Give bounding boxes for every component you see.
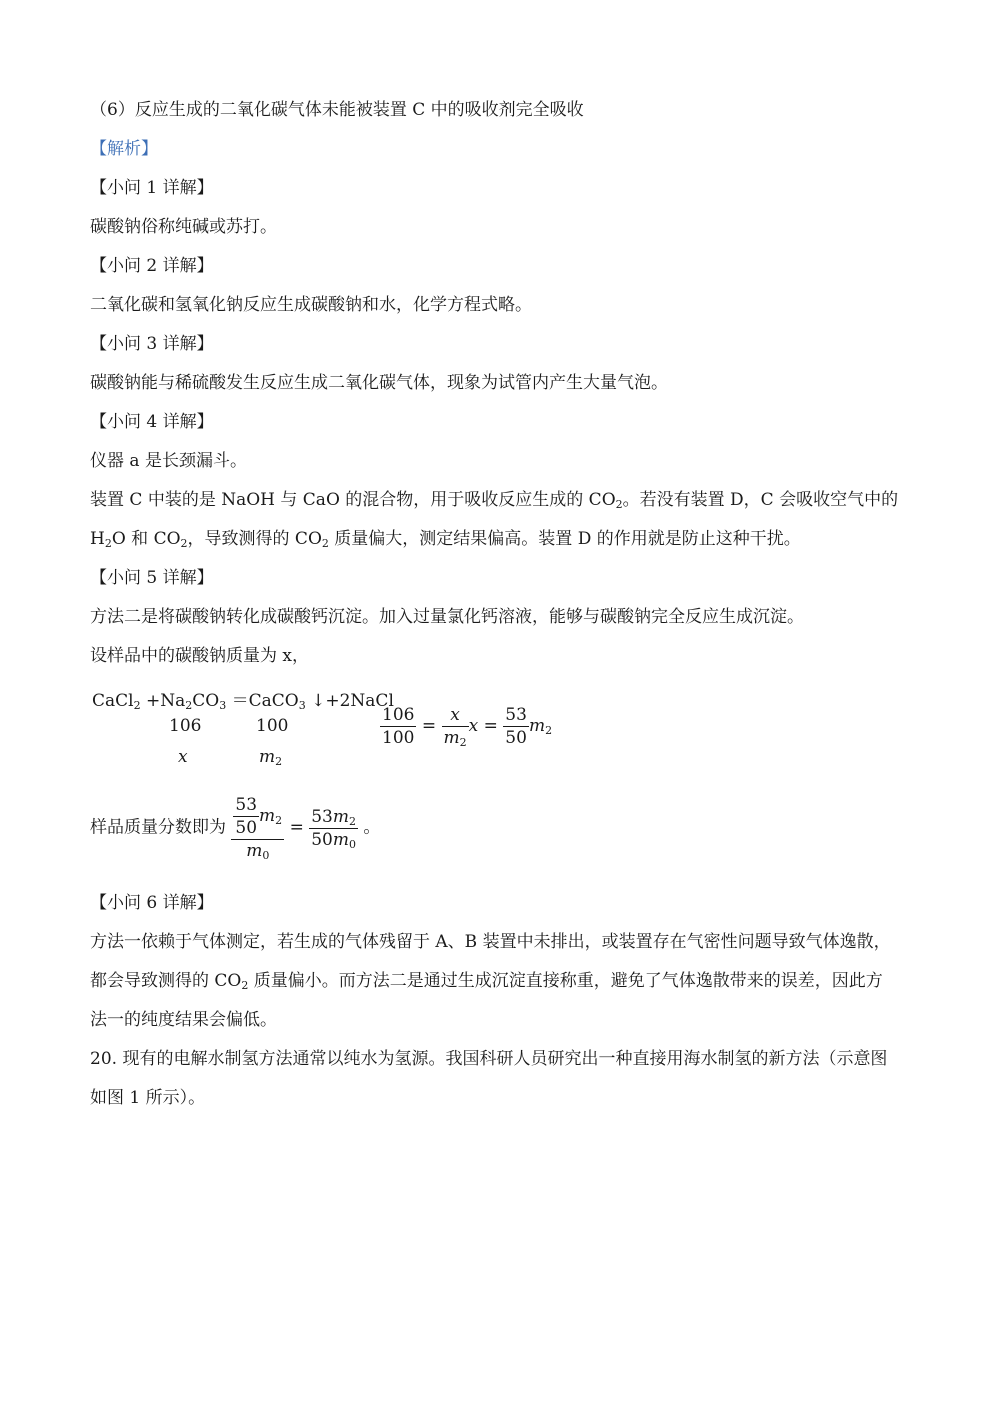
q20-text2: 如图 1 所示）。 — [90, 1088, 206, 1108]
answer-6: （6）反应生成的二氧化碳气体未能被装置 C 中的吸收剂完全吸收 — [90, 100, 584, 120]
sub4-text1: 仪器 a 是长颈漏斗。 — [90, 451, 247, 471]
sub6-text1: 方法一依赖于气体测定，若生成的气体残留于 A、B 装置中未排出，或装置存在气密性问题导致气体逸散， — [90, 932, 891, 952]
mass-m2: $m_2$ — [259, 747, 283, 768]
proportion-equation: $\frac{106}{100}$ = $\frac{x}{m_2}$ x = $\frac{53}{50}$ $m_2$ — [382, 705, 553, 749]
sub6-text2: 都会导致测得的 $CO_2$ 质量偏小。而方法二是通过生成沉淀直接称重，避免了气体逸散带来的误差，因此方 — [90, 971, 883, 992]
sub6-text3: 法一的纯度结果会偏低。 — [90, 1010, 277, 1030]
analysis-tag: 【解析】 — [90, 139, 158, 159]
sub5-text2: 设样品中的碳酸钠质量为 x， — [90, 646, 309, 666]
sub5-text1: 方法二是将碳酸钠转化成碳酸钙沉淀。加入过量氯化钙溶液，能够与碳酸钠完全反应生成沉淀。 — [90, 607, 804, 627]
sub2-heading: 【小问 2 详解】 — [90, 256, 214, 276]
fraction-result: $\frac{53m_2}{50m_0}$ — [311, 806, 356, 851]
fraction-53-50: $\frac{53}{50}$ — [505, 705, 527, 748]
sub4-text2: 装置 C 中装的是 NaOH 与 CaO 的混合物，用于吸收反应生成的 $CO_2$。若没有装置 D，C 会吸收空气中的 — [90, 490, 899, 511]
sub3-text: 碳酸钠能与稀硫酸发生反应生成二氧化碳气体，现象为试管内产生大量气泡。 — [90, 373, 668, 393]
mass-fraction: 样品质量分数即为 $\frac{53}{50}$ $m_2$ $m_0$ = $\frac{53m_2}{50m_0}$ 。 — [90, 795, 381, 862]
chemical-equation: CaCl$_2$ $+Na_2CO_3$ ＝CaCO$_3$ ↓+2NaCl — [92, 691, 394, 712]
sub2-text: 二氧化碳和氢氧化钠反应生成碳酸钠和水，化学方程式略。 — [90, 295, 532, 315]
fraction-106-100: $\frac{106}{100}$ — [382, 705, 415, 748]
fraction-compound: $\frac{53}{50}$ $m_2$ $m_0$ — [231, 794, 284, 862]
sub3-heading: 【小问 3 详解】 — [90, 334, 214, 354]
sub4-text3: $H_2O$ 和 $CO_2$，导致测得的 $CO_2$ 质量偏大，测定结果偏高。装置 D 的作用就是防止这种干扰。 — [90, 529, 801, 550]
sub1-text: 碳酸钠俗称纯碱或苏打。 — [90, 217, 277, 237]
molar-mass-caco3: 100 — [256, 716, 289, 736]
sub1-heading: 【小问 1 详解】 — [90, 178, 214, 198]
sub6-heading: 【小问 6 详解】 — [90, 893, 214, 913]
unknown-x: x — [178, 747, 188, 767]
q20-text1: 20. 现有的电解水制氢方法通常以纯水为氢源。我国科研人员研究出一种直接用海水制氢的新方法（示意图 — [90, 1049, 888, 1069]
sub4-heading: 【小问 4 详解】 — [90, 412, 214, 432]
fraction-x-m2: $\frac{x}{m_2}$ — [443, 705, 467, 749]
sub5-heading: 【小问 5 详解】 — [90, 568, 214, 588]
molar-mass-na2co3: 106 — [169, 716, 202, 736]
